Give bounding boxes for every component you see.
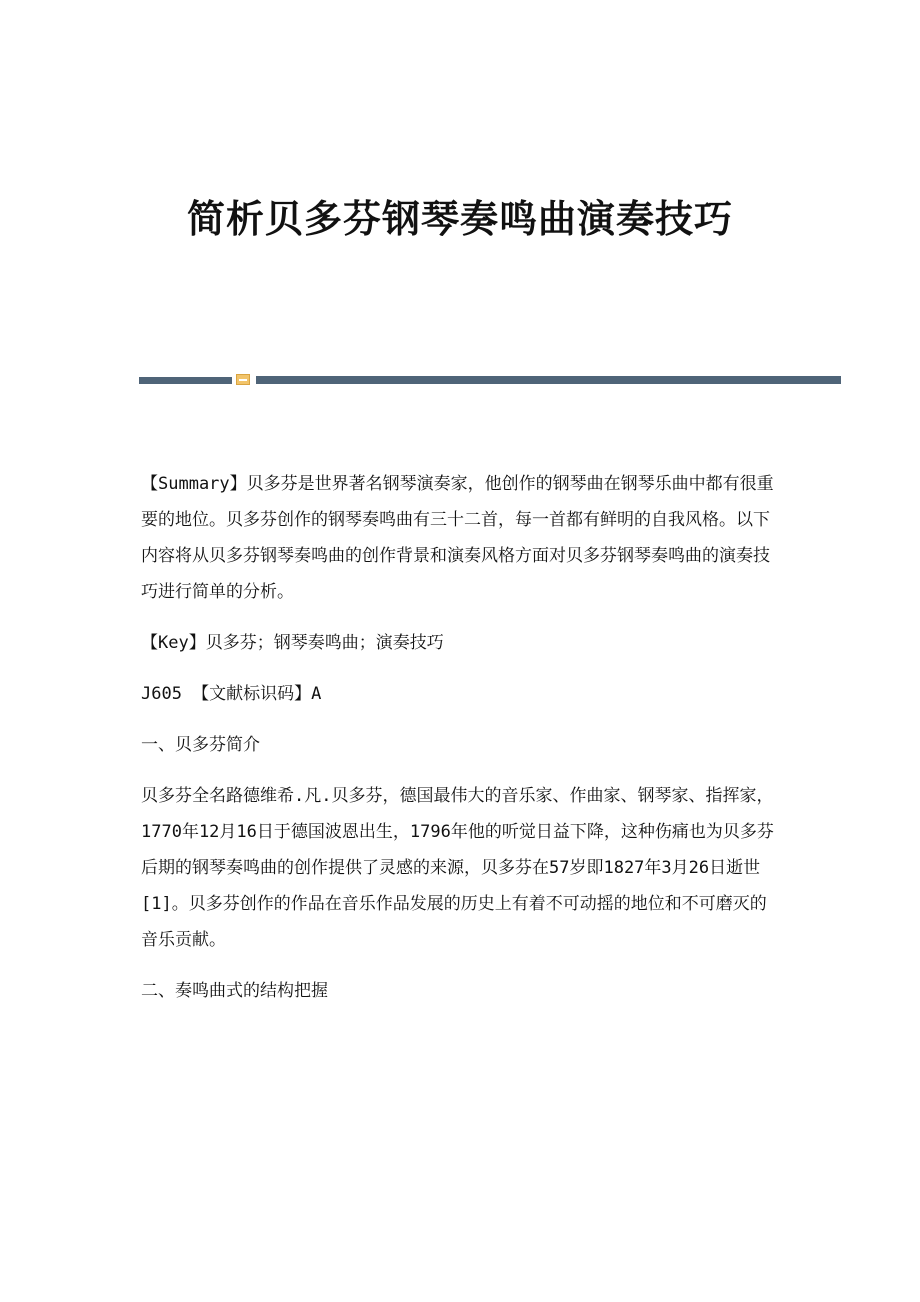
title-divider xyxy=(139,374,841,386)
keywords-line: 【Key】贝多芬；钢琴奏鸣曲；演奏技巧 xyxy=(141,633,444,653)
summary-paragraph: 【Summary】贝多芬是世界著名钢琴演奏家，他创作的钢琴曲在钢琴乐曲中都有很重要的地位。贝多芬创作的钢琴奏鸣曲有三十二首，每一首都有鲜明的自我风格。以下内容将从贝多芬钢琴奏鸣曲的创作背景和演奏风格方面对贝多芬钢琴奏鸣曲的演奏技巧进行简单的分析。 xyxy=(141,474,774,602)
section-1-body: 贝多芬全名路德维希.凡.贝多芬，德国最伟大的音乐家、作曲家、钢琴家、指挥家，1770年12月16日于德国波恩出生，1796年他的听觉日益下降，这种伤痛也为贝多芬后期的钢琴奏鸣曲的创作提供了灵感的来源，贝多芬在57岁即1827年3月26日逝世[1]。贝多芬创作的作品在音乐作品发展的历史上有着不可动摇的地位和不可磨灭的音乐贡献。 xyxy=(141,786,774,950)
divider-bar-right xyxy=(256,376,841,384)
document-title: 简析贝多芬钢琴奏鸣曲演奏技巧 xyxy=(186,196,733,241)
divider-bar-left xyxy=(139,377,232,384)
section-1-heading: 一、贝多芬简介 xyxy=(141,735,260,755)
divider-ornament-icon xyxy=(236,374,250,385)
section-2-heading: 二、奏鸣曲式的结构把握 xyxy=(141,981,328,1001)
classification-line: J605 【文献标识码】A xyxy=(141,684,322,704)
document-body xyxy=(141,466,781,1024)
